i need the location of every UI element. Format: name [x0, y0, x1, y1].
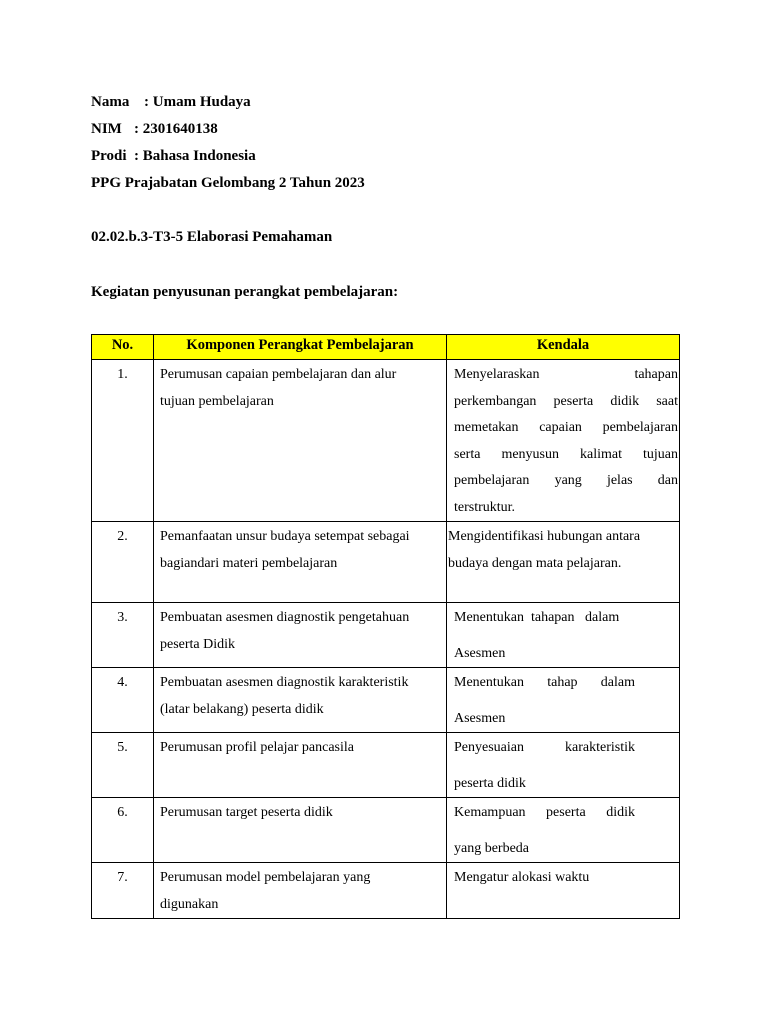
row-komponen: [154, 798, 447, 863]
row-kendala: [447, 733, 680, 798]
table-row: [92, 733, 680, 798]
kendala-line: Asesmen: [454, 645, 506, 661]
kendala-line: Menyelaraskan tahapan: [454, 367, 678, 382]
kendala-line: budaya dengan mata pelajaran.: [448, 555, 622, 571]
komponen-line: (latar belakang) peserta didik: [160, 701, 324, 717]
row-komponen: [154, 863, 447, 919]
section-title: Kegiatan penyusunan perangkat pembelajaran:: [91, 284, 399, 300]
row-no: 5.: [92, 733, 154, 798]
header-no: No.: [92, 335, 154, 360]
komponen-line: Perumusan profil pelajar pancasila: [160, 740, 354, 755]
kendala-line: Mengatur alokasi waktu: [454, 870, 590, 885]
program-line: PPG Prajabatan Gelombang 2 Tahun 2023: [91, 175, 365, 191]
row-no: 1.: [92, 360, 154, 522]
prodi-line: [91, 147, 256, 165]
nama-line: [91, 93, 251, 111]
learning-device-table: [91, 334, 680, 919]
table-row: [92, 668, 680, 733]
table-row: [92, 798, 680, 863]
row-no: 3.: [92, 603, 154, 668]
row-kendala: [447, 798, 680, 863]
komponen-line: bagiandari materi pembelajaran: [160, 555, 338, 571]
header-komponen: Komponen Perangkat Pembelajaran: [154, 335, 447, 360]
kendala-line: perkembangan peserta didik saat: [454, 393, 678, 409]
row-komponen: [154, 733, 447, 798]
assignment-title: 02.02.b.3-T3-5 Elaborasi Pemahaman: [91, 229, 333, 245]
nim-value: : 2301640138: [134, 121, 218, 137]
row-komponen: [154, 603, 447, 668]
kendala-line: serta menyusun kalimat tujuan: [454, 446, 678, 462]
komponen-line: Pembuatan asesmen diagnostik karakteristik: [160, 675, 409, 690]
table-row: [92, 360, 680, 522]
row-kendala: [447, 522, 680, 603]
kendala-line: Menentukan tahap dalam: [454, 675, 635, 690]
kendala-line: Asesmen: [454, 710, 506, 726]
komponen-line: peserta Didik: [160, 636, 236, 652]
header-kendala: Kendala: [447, 335, 680, 360]
komponen-line: Pembuatan asesmen diagnostik pengetahuan: [160, 610, 410, 625]
nama-label: Nama: [91, 94, 130, 110]
kendala-line: peserta didik: [454, 775, 526, 791]
row-komponen: [154, 668, 447, 733]
row-no: 2.: [92, 522, 154, 603]
nim-label: NIM: [91, 121, 122, 137]
kendala-line: Menentukan tahapan dalam: [454, 610, 620, 625]
row-no: 7.: [92, 863, 154, 919]
row-no: 6.: [92, 798, 154, 863]
kendala-line: terstruktur.: [454, 499, 516, 515]
kendala-line: Kemampuan peserta didik: [454, 805, 635, 820]
kendala-line: memetakan capaian pembelajaran: [454, 420, 678, 435]
nama-value: : Umam Hudaya: [144, 94, 251, 110]
kendala-line: yang berbeda: [454, 840, 530, 856]
komponen-line: Perumusan target peserta didik: [160, 805, 333, 820]
row-kendala: [447, 603, 680, 668]
row-kendala: [447, 863, 680, 919]
row-komponen: [154, 522, 447, 603]
row-kendala: [447, 360, 680, 522]
table-row: [92, 603, 680, 668]
table-header-row: [92, 335, 680, 360]
row-no: 4.: [92, 668, 154, 733]
kendala-line: Mengidentifikasi hubungan antara: [448, 529, 641, 544]
komponen-line: tujuan pembelajaran: [160, 393, 274, 409]
komponen-line: Perumusan capaian pembelajaran dan alur: [160, 367, 397, 382]
table-row: [92, 522, 680, 603]
row-komponen: [154, 360, 447, 522]
komponen-line: digunakan: [160, 896, 219, 912]
nim-line: [91, 120, 218, 138]
row-kendala: [447, 668, 680, 733]
komponen-line: Perumusan model pembelajaran yang: [160, 870, 371, 885]
kendala-line: Penyesuaian karakteristik: [454, 740, 635, 755]
prodi-label: Prodi: [91, 148, 127, 164]
kendala-line: pembelajaran yang jelas dan: [454, 473, 678, 488]
prodi-value: : Bahasa Indonesia: [134, 148, 256, 164]
komponen-line: Pemanfaatan unsur budaya setempat sebagai: [160, 529, 410, 544]
table-row: [92, 863, 680, 919]
